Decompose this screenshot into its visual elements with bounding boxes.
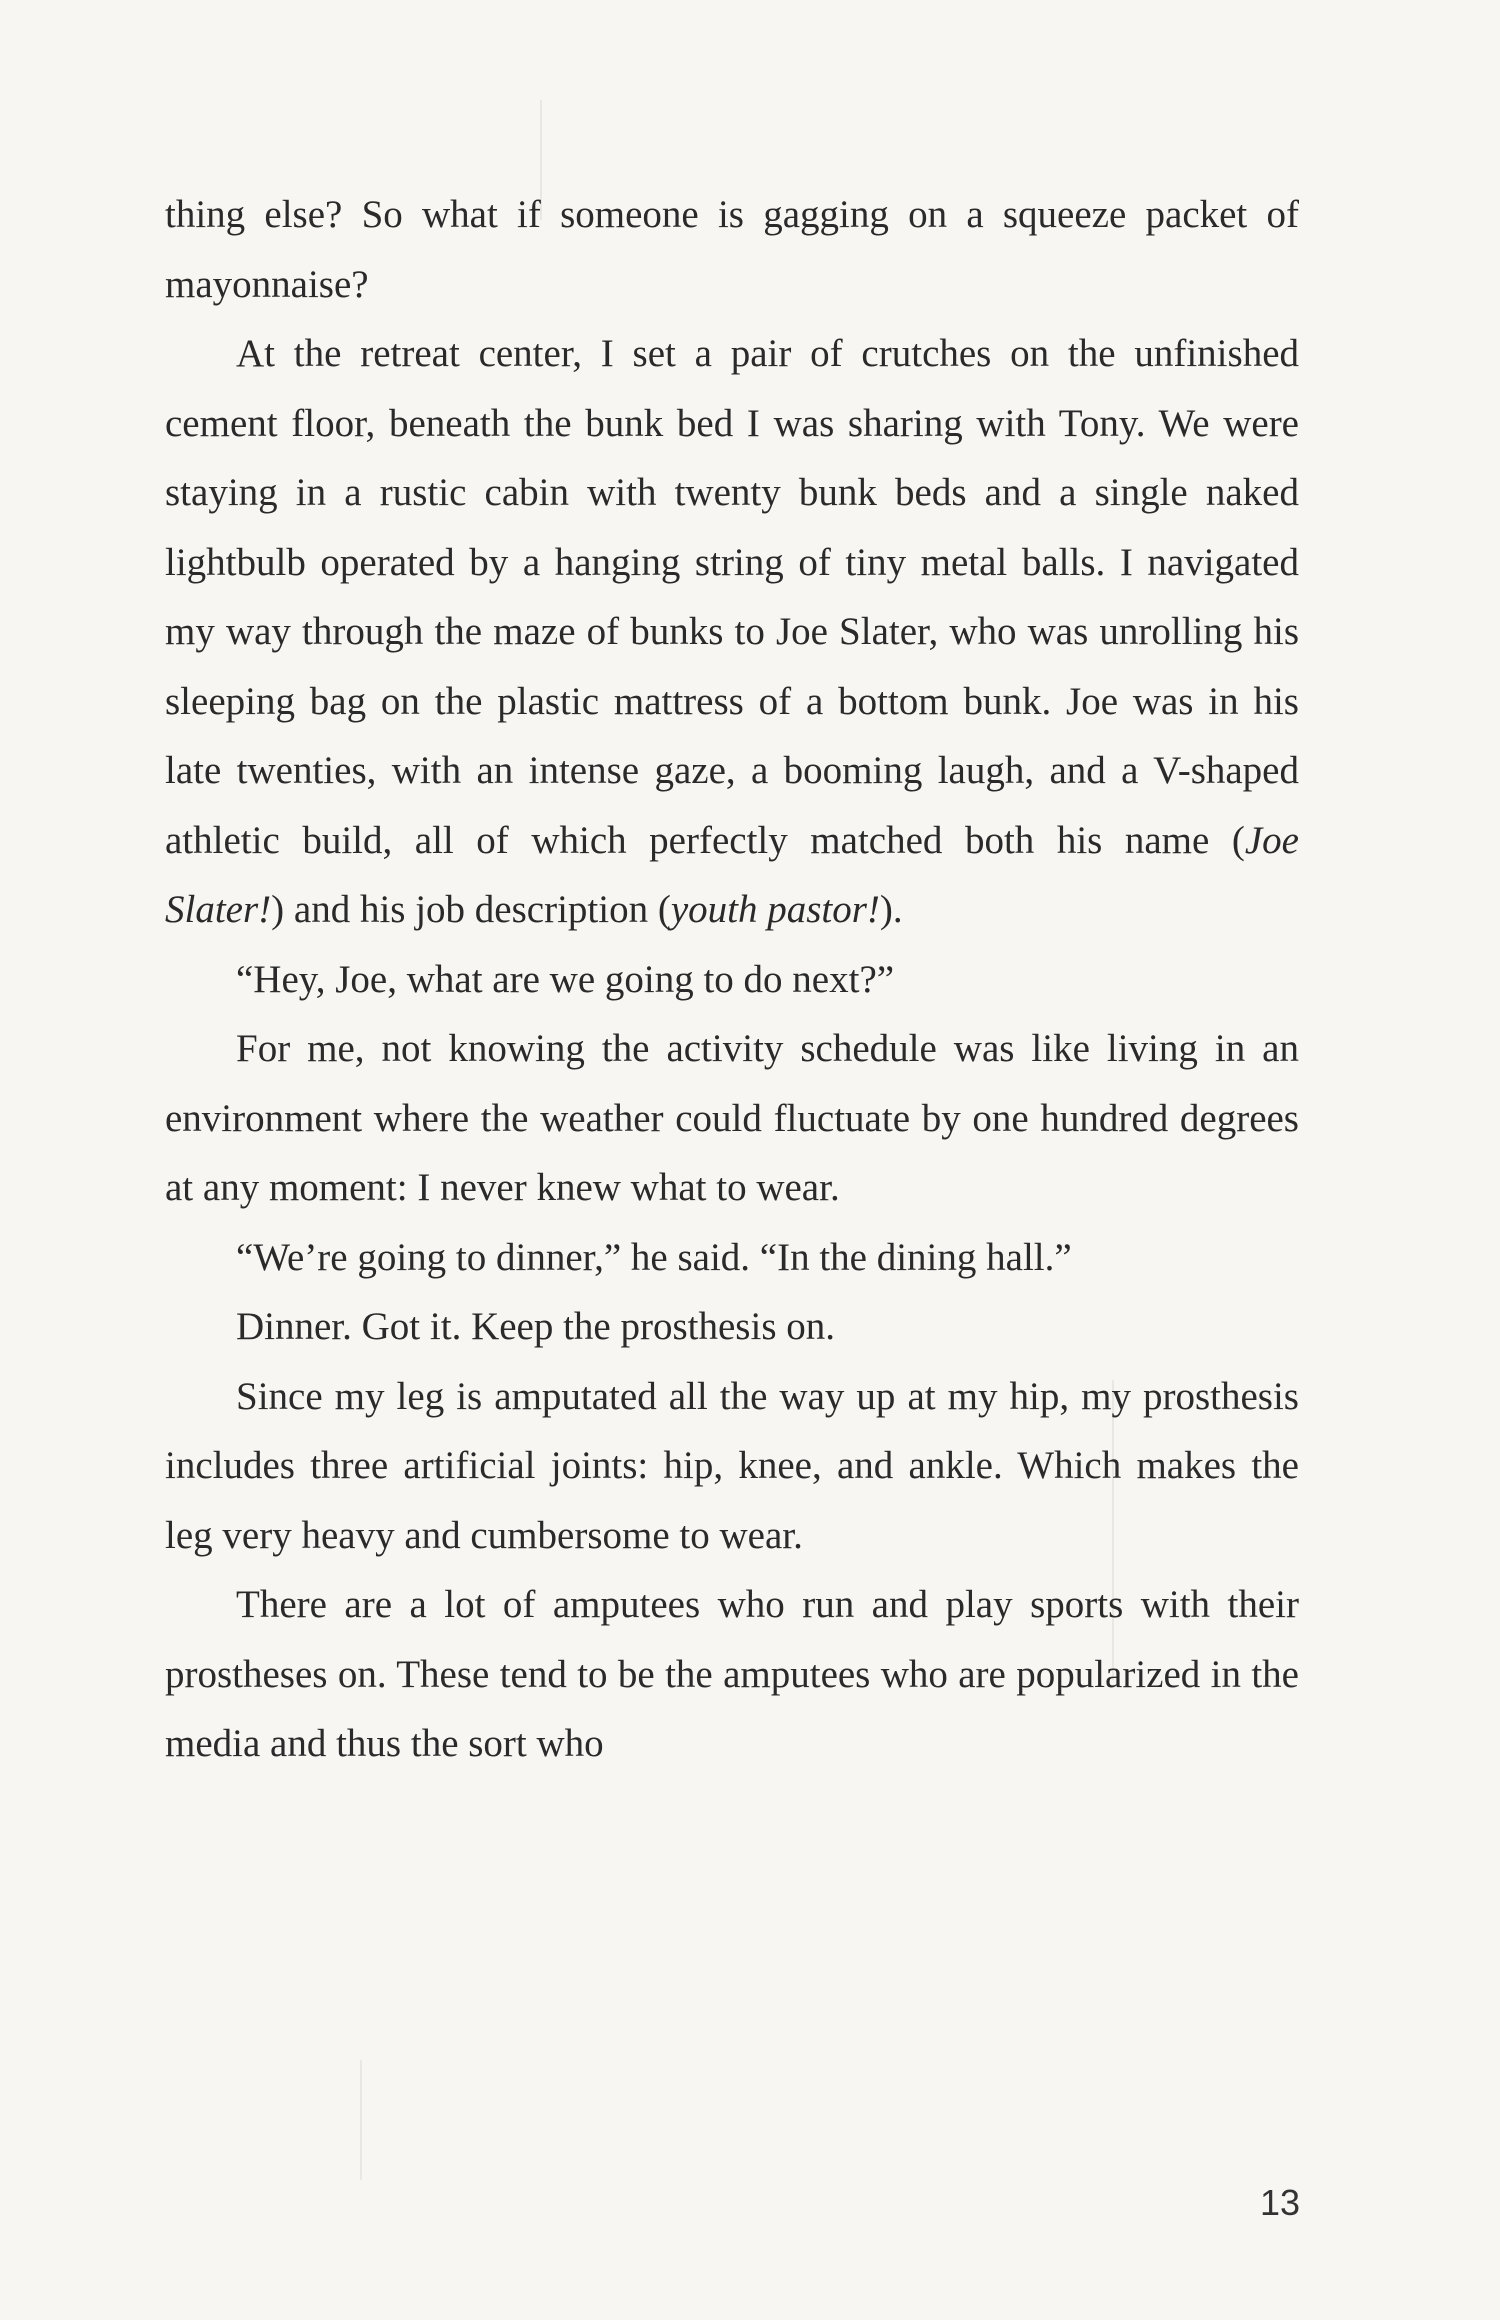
body-text bbox=[165, 180, 1299, 1779]
page-number: 13 bbox=[1259, 2182, 1300, 2223]
scan-artifact-line bbox=[360, 2060, 362, 2180]
paragraph: There are a lot of amputees who run and play sports with their prostheses on. These tend to be the amputees who are popularized in the media and thus the sort who bbox=[165, 1583, 1299, 1765]
paragraph: “We’re going to dinner,” he said. “In the dining hall.” bbox=[236, 1235, 1072, 1279]
paragraph: At the retreat center, I set a pair of crutches on the unfinished cement floor, beneath the bunk bed I was sharing with Tony. We were staying in a rustic cabin with twenty bunk beds and a single naked lightbulb operated by a hanging string of tiny metal balls. I navigated my way through the maze of bunks to Joe Slater, who was unrolling his sleeping bag on the plastic mattress of a bottom bunk. Joe was in his late twenties, with an intense gaze, a booming laugh, and a V-shaped athletic build, all of which perfectly matched both his name (Joe Slater!) and his job description (youth pastor!). bbox=[165, 332, 1299, 931]
paragraph: For me, not knowing the activity schedule was like living in an environment where the weather could fluctuate by one hundred degrees at any moment: I never knew what to wear. bbox=[165, 1027, 1299, 1209]
paragraph: Since my leg is amputated all the way up at my hip, my prosthesis includes three artificial joints: hip, knee, and ankle. Which makes the leg very heavy and cumbersome to wear. bbox=[165, 1374, 1299, 1557]
paragraph: thing else? So what if someone is gagging on a squeeze packet of mayonnaise? bbox=[165, 193, 1299, 306]
paragraph: Dinner. Got it. Keep the prosthesis on. bbox=[236, 1305, 835, 1348]
paragraph: “Hey, Joe, what are we going to do next?” bbox=[236, 957, 895, 1001]
